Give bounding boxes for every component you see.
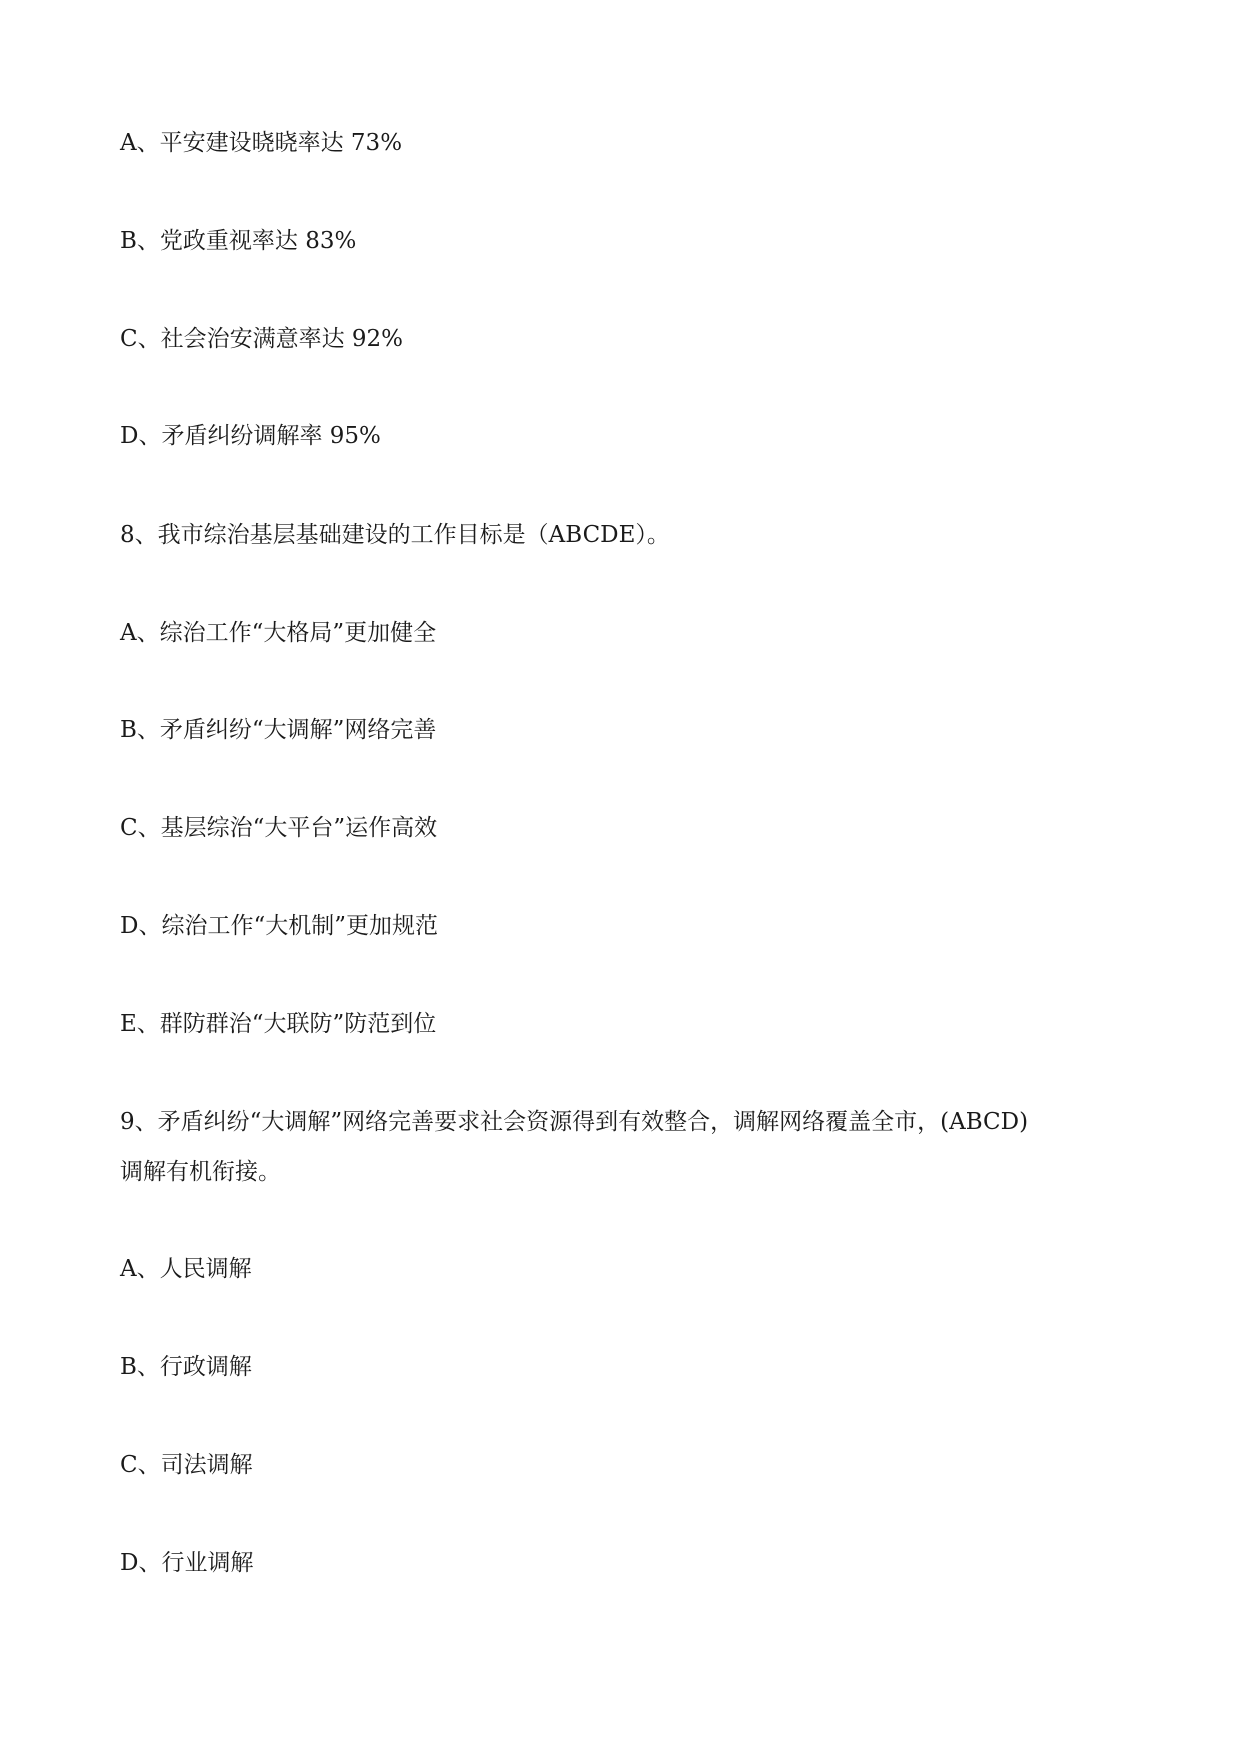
q7-option-d: D、矛盾纠纷调解率 95% [120, 423, 381, 449]
q7-option-c: C、社会治安满意率达 92% [120, 326, 404, 352]
q9-option-a: A、人民调解 [120, 1256, 252, 1282]
q8-option-d: D、综治工作“大机制”更加规范 [120, 913, 438, 939]
q9-option-c: C、司法调解 [120, 1452, 253, 1478]
q8-question: 8、我市综治基层基础建设的工作目标是（ABCDE）。 [120, 522, 670, 548]
q8-option-c: C、基层综治“大平台”运作高效 [120, 815, 438, 841]
q8-option-a: A、综治工作“大格局”更加健全 [120, 620, 437, 646]
q9-option-b: B、行政调解 [120, 1354, 252, 1380]
q7-option-a: A、平安建设晓晓率达 73% [120, 130, 403, 156]
q7-option-b: B、党政重视率达 83% [120, 228, 357, 254]
q9-option-d: D、行业调解 [120, 1550, 254, 1576]
q9-question-line2: 调解有机衔接。 [120, 1159, 281, 1185]
q8-option-e: E、群防群治“大联防”防范到位 [120, 1011, 437, 1037]
q9-question-line1: 9、矛盾纠纷“大调解”网络完善要求社会资源得到有效整合，调解网络覆盖全市，(ABCD) [120, 1109, 1029, 1135]
q8-option-b: B、矛盾纠纷“大调解”网络完善 [120, 717, 437, 743]
